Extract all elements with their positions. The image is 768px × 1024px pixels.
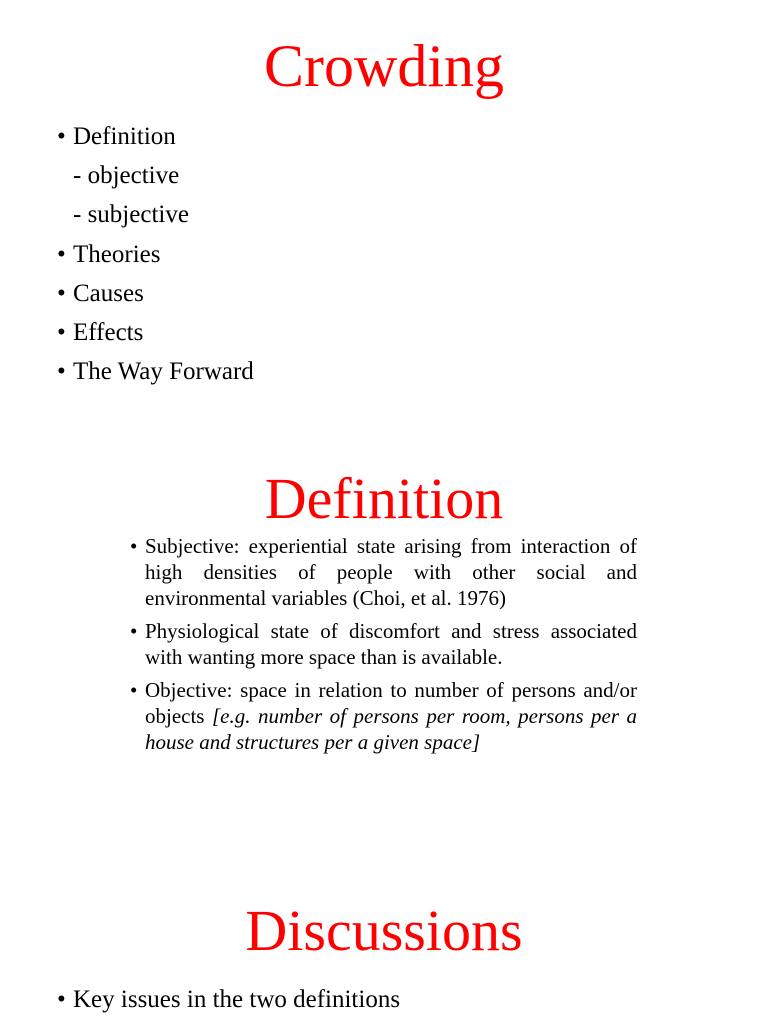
bullet-icon: •: [57, 240, 66, 268]
slide3-bullet-list: [57, 983, 401, 1017]
list-item-text: Definition: [73, 123, 176, 150]
slide1-bullet-list: [57, 117, 254, 391]
bullet-icon: •: [57, 358, 66, 386]
bullet-icon: •: [130, 619, 138, 643]
bullet-icon: •: [57, 319, 66, 347]
list-item-text: Objective: space in relation to number of persons and/or objects: [145, 678, 637, 728]
slide-title-crowding: Crowding: [264, 33, 504, 99]
list-item: [57, 983, 401, 1017]
bullet-icon: •: [57, 123, 66, 150]
list-item-text: - objective: [73, 162, 180, 190]
list-item-text: Theories: [73, 240, 161, 268]
bullet-icon: •: [57, 986, 66, 1013]
list-item-text: The Way Forward: [73, 358, 254, 386]
bullet-icon: •: [130, 534, 138, 558]
list-item: [57, 235, 254, 274]
list-item: [57, 313, 254, 352]
list-item-text: Key issues in the two definitions: [73, 986, 401, 1013]
list-item-text: Physiological state of discomfort and stress associated with wanting more space than is available.: [145, 619, 637, 669]
list-item-text: - subjective: [73, 201, 189, 229]
list-subitem: [73, 195, 254, 234]
bullet-icon: •: [57, 279, 66, 307]
list-subitem: [73, 156, 254, 195]
list-item-text: Subjective: experiential state arising from interaction of high densities of people with other social and environmental variables (Choi, et al. 1976): [145, 534, 637, 610]
list-item: [130, 533, 637, 611]
list-item-example: [e.g. number of persons per room, persons per a house and structures per a given space]: [145, 704, 637, 754]
list-item: [130, 677, 637, 755]
list-item: [130, 618, 637, 670]
list-item: [57, 274, 254, 313]
slide-title-definition: Definition: [264, 466, 504, 531]
list-item: [57, 117, 254, 156]
list-item-text: Causes: [73, 279, 144, 307]
list-item-text: Effects: [73, 319, 144, 347]
bullet-icon: •: [130, 678, 138, 702]
list-item: [57, 352, 254, 391]
slide2-bullet-list: [130, 533, 637, 762]
slide-title-discussions: Discussions: [245, 898, 523, 963]
